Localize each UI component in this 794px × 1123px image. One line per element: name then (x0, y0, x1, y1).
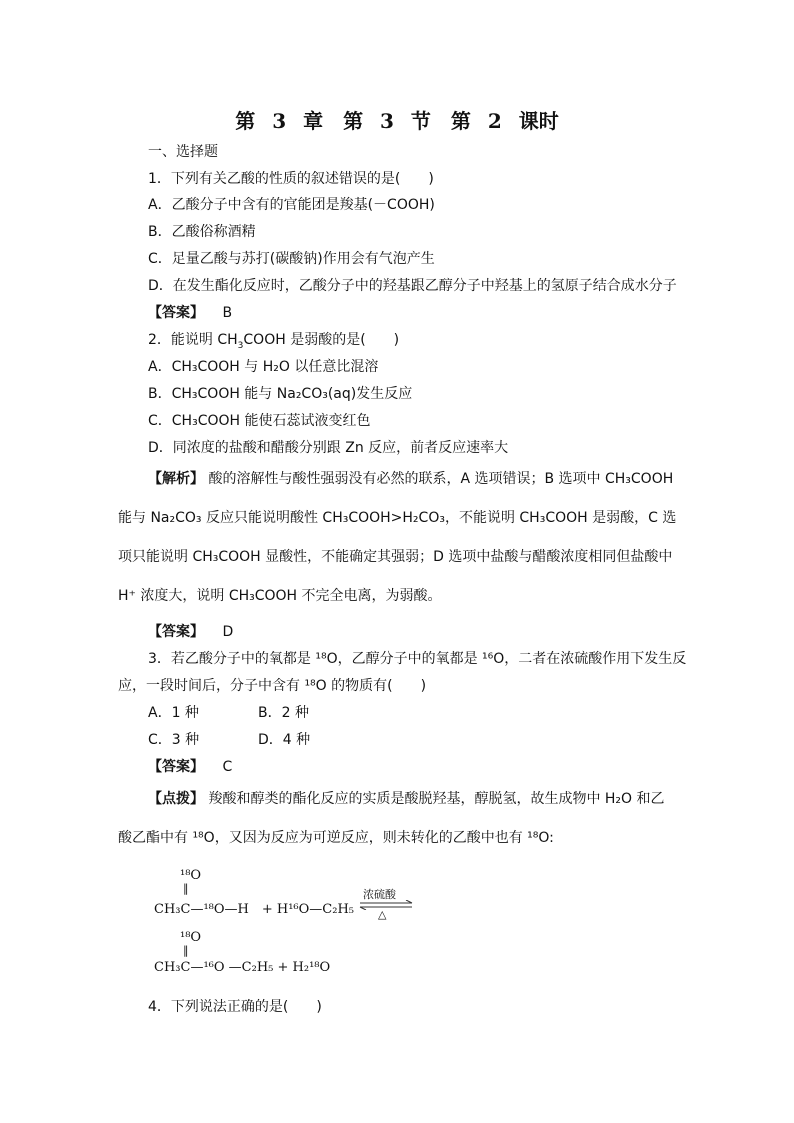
section-heading: 一、选择题 (148, 144, 218, 160)
q1-answer-value: B (222, 305, 233, 321)
q1-option-c: C．足量乙酸与苏打(碳酸钠)作用会有气泡产生 (148, 251, 435, 267)
equation-right: CH₃C—¹⁶O —C₂H₅ + H₂¹⁸O (154, 960, 331, 975)
q2-option-c: C．CH₃COOH 能使石蕊试液变红色 (148, 413, 371, 429)
equation-left: CH₃C—¹⁸O—H + H¹⁶O—C₂H₅ (154, 902, 355, 917)
q2-answer (148, 623, 233, 641)
q3-tip-text: 羧酸和醇类的酯化反应的实质是酸脱羟基，醇脱氢，故生成物中 H₂O 和乙酸乙酯中有 ¹⁸O，又因为反应为可逆反应，则未转化的乙酸中也有 ¹⁸O: (118, 791, 665, 846)
q1-option-d: D．在发生酯化反应时，乙酸分子中的羟基跟乙醇分子中羟基上的氢原子结合成水分子 (148, 278, 677, 294)
q2-option-b: B．CH₃COOH 能与 Na₂CO₃(aq)发生反应 (148, 386, 413, 402)
q3-option-b: B．2 种 (258, 705, 309, 721)
q1-answer-label: 【答案】 (148, 305, 204, 321)
double-bond-mark-2: ‖ (183, 944, 189, 957)
q1-stem: 1．下列有关乙酸的性质的叙述错误的是( ) (148, 171, 434, 187)
q3-tip-label: 【点拨】 (148, 791, 204, 807)
q3-answer-label: 【答案】 (148, 759, 204, 775)
page-title: 第 3 章 第 3 节 第 2 课时 (235, 109, 559, 133)
q2-option-a: A．CH₃COOH 与 H₂O 以任意比混溶 (148, 359, 379, 375)
q3-option-c: C．3 种 (148, 732, 200, 748)
q3-stem-line1: 3．若乙酸分子中的氧都是 ¹⁸O，乙醇分子中的氧都是 ¹⁶O，二者在浓硫酸作用下发生反 (148, 651, 687, 667)
q2-analysis-label: 【解析】 (148, 471, 204, 487)
q3-option-a: A．1 种 (148, 705, 199, 721)
q2-answer-label: 【答案】 (148, 624, 204, 640)
q3-option-d: D．4 种 (258, 732, 311, 748)
q3-tip (118, 780, 678, 858)
q2-answer-value: D (222, 624, 234, 640)
equation-heat: △ (378, 908, 387, 921)
equation-o18-top: ¹⁸O (180, 868, 202, 883)
q2-analysis (118, 460, 678, 616)
q2-analysis-text: 酸的溶解性与酸性强弱没有必然的联系，A 选项错误；B 选项中 CH₃COOH 能与 Na₂CO₃ 反应只能说明酸性 CH₃COOH>H₂CO₃，不能说明 CH₃COOH 是弱酸，C 选项只能说明 CH₃COOH 显酸性，不能确定其强弱；D 选项中盐酸与醋酸浓度相同但盐酸中 H⁺ 浓度大，说明 CH₃COOH 不完全电离，为弱酸。 (118, 471, 677, 604)
q2-option-d: D．同浓度的盐酸和醋酸分别跟 Zn 反应，前者反应速率大 (148, 440, 509, 456)
q1-answer (148, 304, 232, 322)
q3-stem-line2: 应，一段时间后，分子中含有 ¹⁸O 的物质有( ) (118, 678, 427, 694)
q4-stem: 4．下列说法正确的是( ) (148, 999, 322, 1015)
q1-option-a: A．乙酸分子中含有的官能团是羧基(－COOH) (148, 197, 435, 213)
q3-answer-value: C (222, 759, 233, 775)
equation-catalyst: 浓硫酸 (363, 888, 396, 901)
q3-answer (148, 758, 232, 776)
equation-o18-top-2: ¹⁸O (180, 930, 202, 945)
q2-stem: 2．能说明 $CH_3COOH$ 是弱酸的是( ) (148, 332, 400, 351)
double-bond-mark: ‖ (183, 882, 189, 895)
q1-option-b: B．乙酸俗称酒精 (148, 224, 256, 240)
